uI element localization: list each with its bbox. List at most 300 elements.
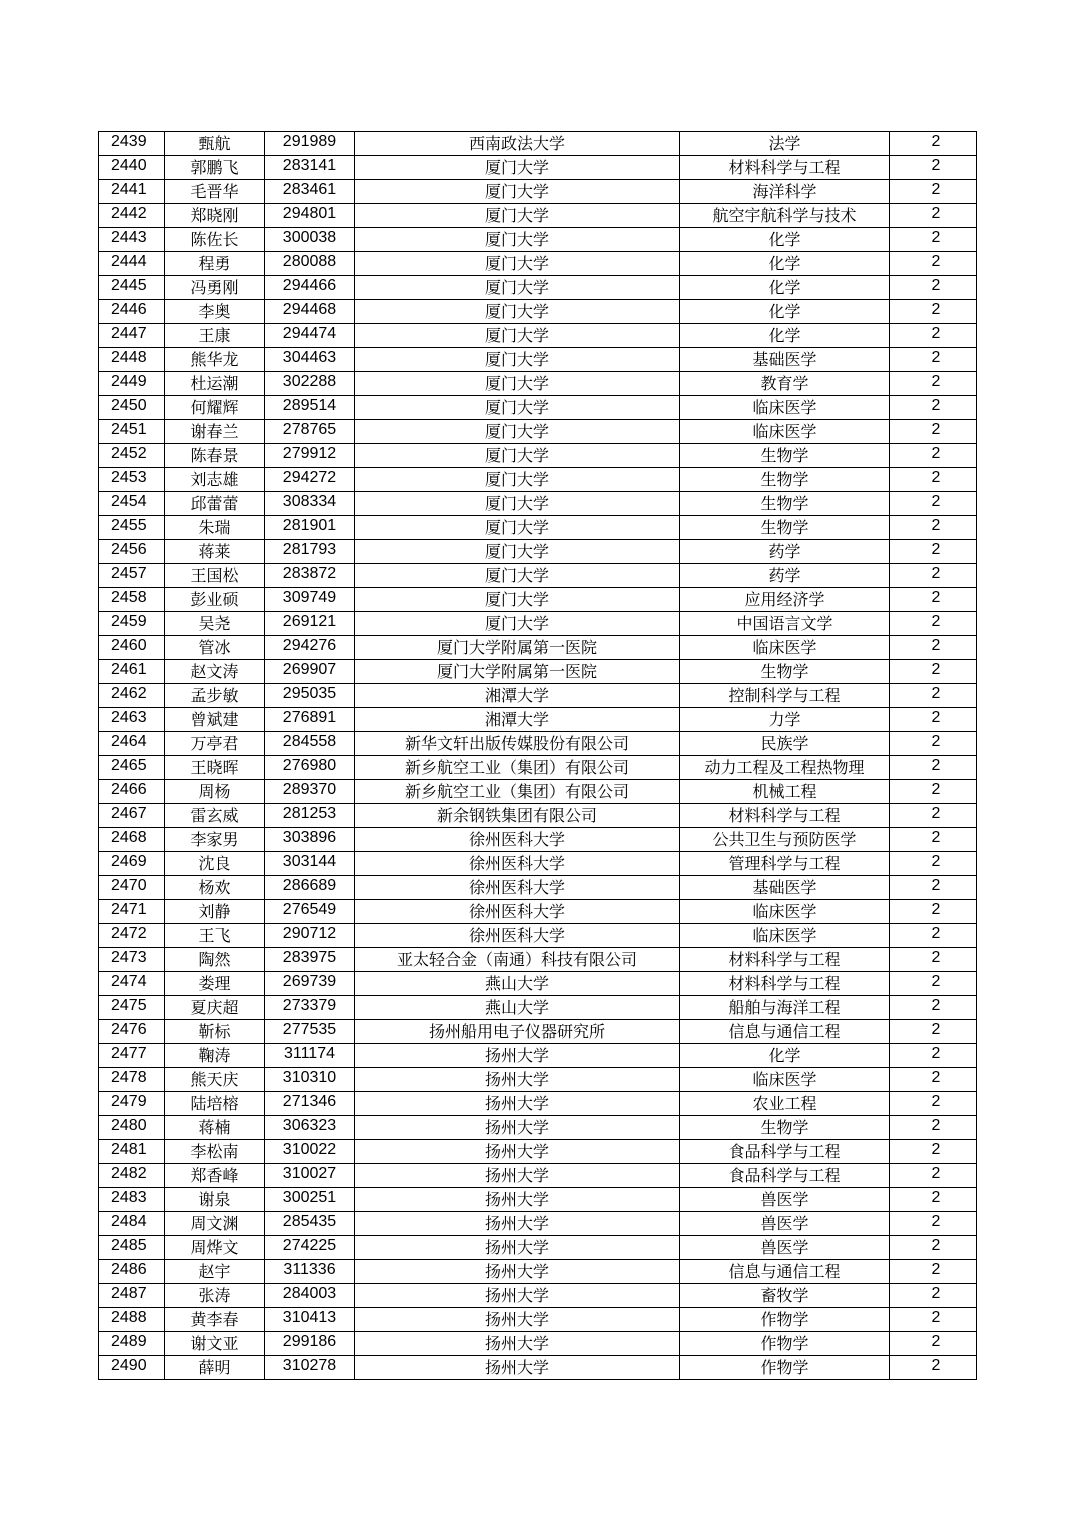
- institution-cell: 扬州大学: [355, 1284, 680, 1308]
- name-cell: 刘志雄: [165, 468, 265, 492]
- name-cell: 孟步敏: [165, 684, 265, 708]
- name-cell: 吴尧: [165, 612, 265, 636]
- seq-cell: 2484: [99, 1212, 165, 1236]
- batch-cell: 2: [890, 372, 977, 396]
- batch-cell: 2: [890, 468, 977, 492]
- seq-cell: 2453: [99, 468, 165, 492]
- batch-cell: 2: [890, 324, 977, 348]
- name-cell: 杜运潮: [165, 372, 265, 396]
- batch-cell: 2: [890, 876, 977, 900]
- institution-cell: 厦门大学: [355, 324, 680, 348]
- id-cell: 294466: [265, 276, 355, 300]
- table-row: [99, 276, 977, 300]
- id-cell: 311336: [265, 1260, 355, 1284]
- seq-cell: 2448: [99, 348, 165, 372]
- seq-cell: 2485: [99, 1236, 165, 1260]
- name-cell: 曾斌建: [165, 708, 265, 732]
- name-cell: 李家男: [165, 828, 265, 852]
- discipline-cell: 作物学: [680, 1332, 890, 1356]
- seq-cell: 2489: [99, 1332, 165, 1356]
- seq-cell: 2488: [99, 1308, 165, 1332]
- batch-cell: 2: [890, 228, 977, 252]
- table-row: [99, 324, 977, 348]
- table-row: [99, 1308, 977, 1332]
- institution-cell: 厦门大学附属第一医院: [355, 636, 680, 660]
- batch-cell: 2: [890, 1044, 977, 1068]
- batch-cell: 2: [890, 996, 977, 1020]
- name-cell: 陶然: [165, 948, 265, 972]
- table-row: [99, 204, 977, 228]
- name-cell: 熊天庆: [165, 1068, 265, 1092]
- name-cell: 刘静: [165, 900, 265, 924]
- discipline-cell: 教育学: [680, 372, 890, 396]
- institution-cell: 新余钢铁集团有限公司: [355, 804, 680, 828]
- discipline-cell: 化学: [680, 228, 890, 252]
- discipline-cell: 信息与通信工程: [680, 1260, 890, 1284]
- name-cell: 万亭君: [165, 732, 265, 756]
- name-cell: 黄李春: [165, 1308, 265, 1332]
- batch-cell: 2: [890, 300, 977, 324]
- seq-cell: 2450: [99, 396, 165, 420]
- institution-cell: 厦门大学: [355, 300, 680, 324]
- name-cell: 靳标: [165, 1020, 265, 1044]
- batch-cell: 2: [890, 204, 977, 228]
- name-cell: 毛晋华: [165, 180, 265, 204]
- institution-cell: 徐州医科大学: [355, 876, 680, 900]
- discipline-cell: 公共卫生与预防医学: [680, 828, 890, 852]
- institution-cell: 徐州医科大学: [355, 852, 680, 876]
- batch-cell: 2: [890, 660, 977, 684]
- name-cell: 朱瑞: [165, 516, 265, 540]
- table-row: [99, 396, 977, 420]
- table-row: [99, 636, 977, 660]
- discipline-cell: 畜牧学: [680, 1284, 890, 1308]
- seq-cell: 2478: [99, 1068, 165, 1092]
- seq-cell: 2454: [99, 492, 165, 516]
- batch-cell: 2: [890, 276, 977, 300]
- id-cell: 273379: [265, 996, 355, 1020]
- seq-cell: 2440: [99, 156, 165, 180]
- batch-cell: 2: [890, 708, 977, 732]
- name-cell: 陆培榕: [165, 1092, 265, 1116]
- name-cell: 陈春景: [165, 444, 265, 468]
- table-row: [99, 492, 977, 516]
- institution-cell: 徐州医科大学: [355, 900, 680, 924]
- discipline-cell: 临床医学: [680, 1068, 890, 1092]
- seq-cell: 2481: [99, 1140, 165, 1164]
- table-row: [99, 588, 977, 612]
- institution-cell: 厦门大学: [355, 540, 680, 564]
- institution-cell: 扬州大学: [355, 1140, 680, 1164]
- discipline-cell: 化学: [680, 324, 890, 348]
- table-row: [99, 372, 977, 396]
- table-row: [99, 1260, 977, 1284]
- table-row: [99, 1140, 977, 1164]
- name-cell: 张涛: [165, 1284, 265, 1308]
- discipline-cell: 药学: [680, 540, 890, 564]
- id-cell: 269739: [265, 972, 355, 996]
- table-row: [99, 1068, 977, 1092]
- seq-cell: 2474: [99, 972, 165, 996]
- id-cell: 271346: [265, 1092, 355, 1116]
- table-row: [99, 228, 977, 252]
- id-cell: 281901: [265, 516, 355, 540]
- seq-cell: 2477: [99, 1044, 165, 1068]
- table-row: [99, 828, 977, 852]
- seq-cell: 2476: [99, 1020, 165, 1044]
- id-cell: 284003: [265, 1284, 355, 1308]
- seq-cell: 2441: [99, 180, 165, 204]
- id-cell: 310022: [265, 1140, 355, 1164]
- institution-cell: 扬州大学: [355, 1068, 680, 1092]
- institution-cell: 新乡航空工业（集团）有限公司: [355, 780, 680, 804]
- id-cell: 310278: [265, 1356, 355, 1380]
- institution-cell: 厦门大学: [355, 588, 680, 612]
- discipline-cell: 民族学: [680, 732, 890, 756]
- batch-cell: 2: [890, 1308, 977, 1332]
- discipline-cell: 生物学: [680, 492, 890, 516]
- table-row: [99, 684, 977, 708]
- id-cell: 310413: [265, 1308, 355, 1332]
- table-row: [99, 540, 977, 564]
- seq-cell: 2462: [99, 684, 165, 708]
- table-row: [99, 564, 977, 588]
- discipline-cell: 生物学: [680, 468, 890, 492]
- seq-cell: 2446: [99, 300, 165, 324]
- id-cell: 308334: [265, 492, 355, 516]
- name-cell: 冯勇刚: [165, 276, 265, 300]
- seq-cell: 2472: [99, 924, 165, 948]
- batch-cell: 2: [890, 1164, 977, 1188]
- batch-cell: 2: [890, 948, 977, 972]
- institution-cell: 扬州大学: [355, 1044, 680, 1068]
- id-cell: 280088: [265, 252, 355, 276]
- discipline-cell: 法学: [680, 132, 890, 156]
- institution-cell: 扬州大学: [355, 1116, 680, 1140]
- id-cell: 295035: [265, 684, 355, 708]
- table-row: [99, 300, 977, 324]
- seq-cell: 2460: [99, 636, 165, 660]
- name-cell: 沈良: [165, 852, 265, 876]
- institution-cell: 厦门大学: [355, 396, 680, 420]
- table-row: [99, 1188, 977, 1212]
- discipline-cell: 机械工程: [680, 780, 890, 804]
- id-cell: 284558: [265, 732, 355, 756]
- name-cell: 王国松: [165, 564, 265, 588]
- table-row: [99, 924, 977, 948]
- institution-cell: 厦门大学: [355, 564, 680, 588]
- name-cell: 何耀辉: [165, 396, 265, 420]
- institution-cell: 亚太轻合金（南通）科技有限公司: [355, 948, 680, 972]
- id-cell: 269907: [265, 660, 355, 684]
- table-row: [99, 1092, 977, 1116]
- batch-cell: 2: [890, 588, 977, 612]
- seq-cell: 2467: [99, 804, 165, 828]
- institution-cell: 扬州大学: [355, 1236, 680, 1260]
- table-row: [99, 468, 977, 492]
- institution-cell: 扬州大学: [355, 1356, 680, 1380]
- name-cell: 王康: [165, 324, 265, 348]
- batch-cell: 2: [890, 612, 977, 636]
- id-cell: 283141: [265, 156, 355, 180]
- id-cell: 278765: [265, 420, 355, 444]
- institution-cell: 厦门大学: [355, 180, 680, 204]
- batch-cell: 2: [890, 852, 977, 876]
- institution-cell: 厦门大学: [355, 348, 680, 372]
- id-cell: 291989: [265, 132, 355, 156]
- table-row: [99, 252, 977, 276]
- name-cell: 鞠涛: [165, 1044, 265, 1068]
- seq-cell: 2473: [99, 948, 165, 972]
- name-cell: 陈佐长: [165, 228, 265, 252]
- id-cell: 276549: [265, 900, 355, 924]
- name-cell: 谢春兰: [165, 420, 265, 444]
- id-cell: 304463: [265, 348, 355, 372]
- table-row: [99, 852, 977, 876]
- institution-cell: 扬州大学: [355, 1092, 680, 1116]
- discipline-cell: 兽医学: [680, 1236, 890, 1260]
- table-row: [99, 156, 977, 180]
- discipline-cell: 力学: [680, 708, 890, 732]
- id-cell: 283872: [265, 564, 355, 588]
- name-cell: 雷玄威: [165, 804, 265, 828]
- discipline-cell: 临床医学: [680, 636, 890, 660]
- discipline-cell: 临床医学: [680, 900, 890, 924]
- batch-cell: 2: [890, 732, 977, 756]
- batch-cell: 2: [890, 684, 977, 708]
- discipline-cell: 临床医学: [680, 420, 890, 444]
- batch-cell: 2: [890, 1188, 977, 1212]
- table-row: [99, 1044, 977, 1068]
- seq-cell: 2464: [99, 732, 165, 756]
- batch-cell: 2: [890, 972, 977, 996]
- discipline-cell: 临床医学: [680, 924, 890, 948]
- batch-cell: 2: [890, 1332, 977, 1356]
- id-cell: 285435: [265, 1212, 355, 1236]
- institution-cell: 厦门大学: [355, 468, 680, 492]
- discipline-cell: 控制科学与工程: [680, 684, 890, 708]
- batch-cell: 2: [890, 804, 977, 828]
- batch-cell: 2: [890, 1068, 977, 1092]
- seq-cell: 2445: [99, 276, 165, 300]
- discipline-cell: 材料科学与工程: [680, 972, 890, 996]
- seq-cell: 2459: [99, 612, 165, 636]
- table-row: [99, 1116, 977, 1140]
- name-cell: 夏庆超: [165, 996, 265, 1020]
- id-cell: 286689: [265, 876, 355, 900]
- table-row: [99, 900, 977, 924]
- id-cell: 310027: [265, 1164, 355, 1188]
- batch-cell: 2: [890, 780, 977, 804]
- seq-cell: 2452: [99, 444, 165, 468]
- roster-table-body: [99, 132, 977, 1380]
- batch-cell: 2: [890, 924, 977, 948]
- seq-cell: 2480: [99, 1116, 165, 1140]
- batch-cell: 2: [890, 828, 977, 852]
- seq-cell: 2442: [99, 204, 165, 228]
- discipline-cell: 作物学: [680, 1308, 890, 1332]
- id-cell: 311174: [265, 1044, 355, 1068]
- seq-cell: 2482: [99, 1164, 165, 1188]
- id-cell: 281253: [265, 804, 355, 828]
- batch-cell: 2: [890, 900, 977, 924]
- batch-cell: 2: [890, 396, 977, 420]
- name-cell: 蒋楠: [165, 1116, 265, 1140]
- id-cell: 279912: [265, 444, 355, 468]
- institution-cell: 扬州大学: [355, 1260, 680, 1284]
- discipline-cell: 材料科学与工程: [680, 948, 890, 972]
- name-cell: 程勇: [165, 252, 265, 276]
- id-cell: 303144: [265, 852, 355, 876]
- discipline-cell: 化学: [680, 252, 890, 276]
- institution-cell: 扬州大学: [355, 1212, 680, 1236]
- id-cell: 294468: [265, 300, 355, 324]
- institution-cell: 徐州医科大学: [355, 828, 680, 852]
- seq-cell: 2487: [99, 1284, 165, 1308]
- discipline-cell: 材料科学与工程: [680, 156, 890, 180]
- institution-cell: 厦门大学: [355, 228, 680, 252]
- seq-cell: 2475: [99, 996, 165, 1020]
- name-cell: 管冰: [165, 636, 265, 660]
- batch-cell: 2: [890, 132, 977, 156]
- table-row: [99, 876, 977, 900]
- seq-cell: 2458: [99, 588, 165, 612]
- institution-cell: 厦门大学: [355, 372, 680, 396]
- institution-cell: 湘潭大学: [355, 684, 680, 708]
- name-cell: 薛明: [165, 1356, 265, 1380]
- id-cell: 290712: [265, 924, 355, 948]
- batch-cell: 2: [890, 1236, 977, 1260]
- batch-cell: 2: [890, 156, 977, 180]
- seq-cell: 2463: [99, 708, 165, 732]
- discipline-cell: 生物学: [680, 660, 890, 684]
- institution-cell: 燕山大学: [355, 996, 680, 1020]
- name-cell: 周杨: [165, 780, 265, 804]
- name-cell: 杨欢: [165, 876, 265, 900]
- discipline-cell: 化学: [680, 1044, 890, 1068]
- institution-cell: 厦门大学: [355, 420, 680, 444]
- seq-cell: 2455: [99, 516, 165, 540]
- seq-cell: 2447: [99, 324, 165, 348]
- table-row: [99, 1212, 977, 1236]
- table-row: [99, 756, 977, 780]
- seq-cell: 2465: [99, 756, 165, 780]
- table-row: [99, 1356, 977, 1380]
- batch-cell: 2: [890, 540, 977, 564]
- table-row: [99, 948, 977, 972]
- table-row: [99, 612, 977, 636]
- seq-cell: 2483: [99, 1188, 165, 1212]
- institution-cell: 湘潭大学: [355, 708, 680, 732]
- discipline-cell: 信息与通信工程: [680, 1020, 890, 1044]
- id-cell: 276891: [265, 708, 355, 732]
- institution-cell: 厦门大学: [355, 444, 680, 468]
- table-row: [99, 1164, 977, 1188]
- name-cell: 甄航: [165, 132, 265, 156]
- id-cell: 294276: [265, 636, 355, 660]
- batch-cell: 2: [890, 348, 977, 372]
- seq-cell: 2439: [99, 132, 165, 156]
- id-cell: 269121: [265, 612, 355, 636]
- discipline-cell: 食品科学与工程: [680, 1164, 890, 1188]
- discipline-cell: 化学: [680, 300, 890, 324]
- seq-cell: 2471: [99, 900, 165, 924]
- institution-cell: 扬州大学: [355, 1188, 680, 1212]
- name-cell: 郑香峰: [165, 1164, 265, 1188]
- discipline-cell: 化学: [680, 276, 890, 300]
- batch-cell: 2: [890, 1092, 977, 1116]
- name-cell: 娄理: [165, 972, 265, 996]
- institution-cell: 厦门大学: [355, 156, 680, 180]
- batch-cell: 2: [890, 1116, 977, 1140]
- discipline-cell: 临床医学: [680, 396, 890, 420]
- institution-cell: 扬州大学: [355, 1308, 680, 1332]
- institution-cell: 徐州医科大学: [355, 924, 680, 948]
- discipline-cell: 管理科学与工程: [680, 852, 890, 876]
- seq-cell: 2461: [99, 660, 165, 684]
- seq-cell: 2490: [99, 1356, 165, 1380]
- name-cell: 赵文涛: [165, 660, 265, 684]
- batch-cell: 2: [890, 420, 977, 444]
- seq-cell: 2469: [99, 852, 165, 876]
- discipline-cell: 基础医学: [680, 348, 890, 372]
- batch-cell: 2: [890, 1020, 977, 1044]
- institution-cell: 扬州大学: [355, 1332, 680, 1356]
- table-row: [99, 972, 977, 996]
- institution-cell: 燕山大学: [355, 972, 680, 996]
- name-cell: 谢泉: [165, 1188, 265, 1212]
- table-row: [99, 348, 977, 372]
- discipline-cell: 应用经济学: [680, 588, 890, 612]
- seq-cell: 2479: [99, 1092, 165, 1116]
- id-cell: 294474: [265, 324, 355, 348]
- discipline-cell: 船舶与海洋工程: [680, 996, 890, 1020]
- table-row: [99, 1332, 977, 1356]
- discipline-cell: 中国语言文学: [680, 612, 890, 636]
- name-cell: 郑晓刚: [165, 204, 265, 228]
- name-cell: 周文渊: [165, 1212, 265, 1236]
- table-row: [99, 996, 977, 1020]
- table-row: [99, 804, 977, 828]
- batch-cell: 2: [890, 180, 977, 204]
- discipline-cell: 航空宇航科学与技术: [680, 204, 890, 228]
- id-cell: 299186: [265, 1332, 355, 1356]
- id-cell: 277535: [265, 1020, 355, 1044]
- discipline-cell: 基础医学: [680, 876, 890, 900]
- id-cell: 294801: [265, 204, 355, 228]
- discipline-cell: 农业工程: [680, 1092, 890, 1116]
- batch-cell: 2: [890, 252, 977, 276]
- discipline-cell: 食品科学与工程: [680, 1140, 890, 1164]
- institution-cell: 厦门大学: [355, 516, 680, 540]
- name-cell: 谢文亚: [165, 1332, 265, 1356]
- id-cell: 283975: [265, 948, 355, 972]
- id-cell: 274225: [265, 1236, 355, 1260]
- table-row: [99, 516, 977, 540]
- id-cell: 300038: [265, 228, 355, 252]
- discipline-cell: 兽医学: [680, 1188, 890, 1212]
- seq-cell: 2456: [99, 540, 165, 564]
- name-cell: 邱蕾蕾: [165, 492, 265, 516]
- seq-cell: 2468: [99, 828, 165, 852]
- id-cell: 300251: [265, 1188, 355, 1212]
- id-cell: 294272: [265, 468, 355, 492]
- name-cell: 赵宇: [165, 1260, 265, 1284]
- id-cell: 283461: [265, 180, 355, 204]
- institution-cell: 厦门大学: [355, 276, 680, 300]
- id-cell: 289370: [265, 780, 355, 804]
- seq-cell: 2449: [99, 372, 165, 396]
